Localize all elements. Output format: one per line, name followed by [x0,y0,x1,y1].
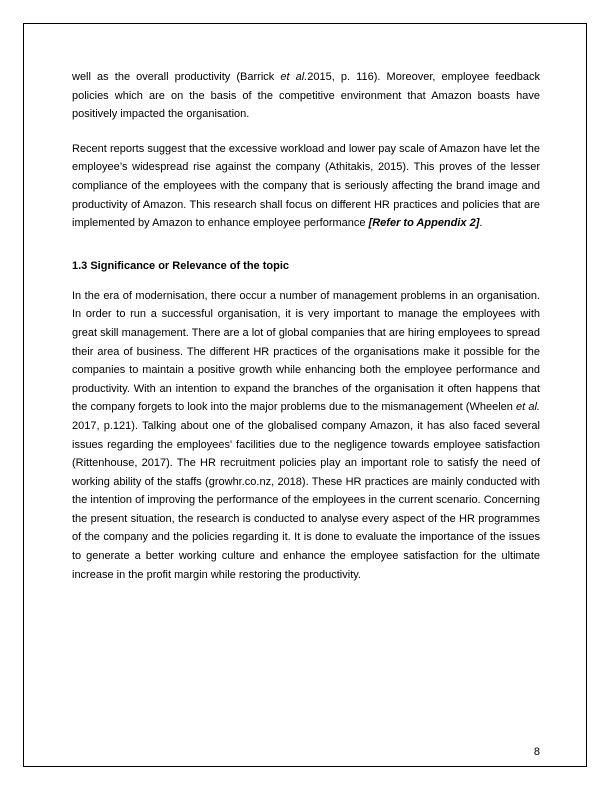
paragraph-3 [72,287,540,585]
appendix-reference: [Refer to Appendix 2] [368,217,480,230]
paragraph-3-text-a: In the era of modernisation, there occur a number of management problems in an organisation. In order to run a successful organisation, it is very important to manage the employees with great skill management. There are a lot of global companies that are hiring employees to spread their area of business. The different HR practices of the organisations make it possible for the companies to maintain a positive growth while enhancing both the employee performance and productivity. With an intention to expand the branches of the organisation it often happens that the company forgets to look into the major problems due to the mismanagement (Wheelen [72,289,540,414]
section-heading: 1.3 Significance or Relevance of the topic [72,259,290,272]
paragraph-2-end: . [479,217,483,230]
document-body [72,68,540,584]
paragraph-2 [72,140,540,233]
paragraph-3-text-b: 2017, p.121). Talking about one of the globalised company Amazon, it has also faced several issues regarding the employees' facilities due to the negligence towards employee satisfaction (Rittenhouse, 2017). The HR recruitment policies play an important role to satisfy the need of working ability of the staffs (growhr.co.nz, 2018). These HR practices are mainly conducted with the intention of improving the performance of the employees in the current scenario. Concerning the present situation, the research is conducted to analyse every aspect of the HR programmes of the company and the policies regarding it. It is done to evaluate the importance of the issues to generate a better working culture and enhance the employee satisfaction for the ultimate increase in the profit margin while restoring the productivity. [72,419,540,581]
paragraph-1-italic: et al. [280,71,308,83]
paragraph-2-text: Recent reports suggest that the excessive workload and lower pay scale of Amazon have let the employee’s widespread rise against the company (Athitakis, 2015). This proves of the lesser compliance of the employees with the company that is seriously affecting the brand image and productivity of Amazon. This research shall focus on different HR practices and policies that are implemented by Amazon to enhance employee performance [72,142,540,230]
page-number: 8 [533,746,540,758]
paragraph-1-text-b: 2015, p. 116). Moreover, employee feedback policies which are on the basis of the competitive environment that Amazon boasts have positively impacted the organisation. [72,71,540,121]
paragraph-1 [72,68,540,124]
paragraph-1-text-a: well as the overall productivity (Barrick [72,71,281,83]
paragraph-3-italic: et al. [516,401,540,414]
